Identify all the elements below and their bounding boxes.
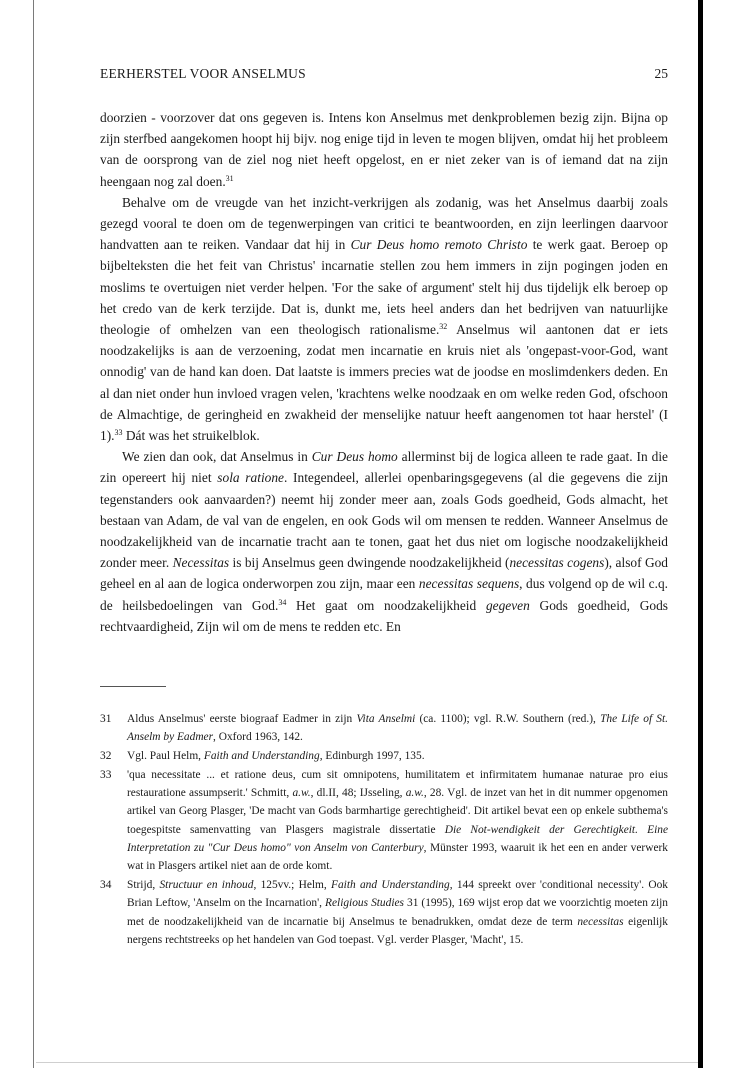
page-header (100, 66, 668, 86)
text-run: Dát was het struikelblok. (122, 428, 260, 444)
footnote (100, 876, 668, 949)
italic-text: Faith and Understanding (331, 879, 450, 892)
text-run: eigenlijk nergens rechtstreeks op het handelen van God toepast. Vgl. verder Plasger, 'Macht', 15. (127, 915, 668, 947)
paragraph (100, 446, 668, 637)
text-run: Het gaat om noodzakelijkheid (286, 597, 486, 613)
text-run: 31 (1995), 169 wijst erop dat we voorzichtig moeten zijn met de noodzakelijkheid van de incarnatie bij Anselmus te benadrukken, omdat deze de term (127, 897, 668, 928)
page-number: 25 (654, 66, 668, 81)
text-run: Vgl. Paul Helm, (127, 750, 204, 763)
italic-text: Religious Studies (325, 897, 404, 910)
paragraph (100, 192, 668, 446)
italic-text: Cur Deus homo (311, 449, 398, 465)
footnote-number: 32 (100, 750, 112, 763)
text-run: , Münster 1993, waaruit ik het een en ander verwerk wat in Plasgers artikel niet aan de orde komt. (127, 842, 668, 873)
text-run: Behalve om de vreugde van het inzicht-verkrijgen als zodanig, was het Anselmus daarbij zoals gezegd vooral te doen om de tegenwerpingen van critici te beantwoorden, en zijn leerlingen daarvoor handvatten aan te reiken. Vandaar dat hij in (100, 194, 668, 253)
text-run: . Integendeel, allerlei openbaringsgegevens (al die gegevens die zijn tegenstanders ook aanvaarden?) neemt hij zonder meer aan, zoals Gods goedheid, Gods almacht, het bestaan van Adam, de val van de engelen, en ook Gods wil om mensen te redden. Wanneer Anselmus de noodzakelijkheid van de incarnatie tracht aan te tonen, gaat het dus niet om logische noodzakelijkheid zonder meer. (100, 470, 669, 571)
italic-text: Die Not-wendigkeit der Gerechtigkeit. Eine Interpretation zu "Cur Deus homo" von Anselm von Canterbury (127, 823, 669, 855)
italic-text: necessitas sequens (418, 576, 520, 592)
text-run: , Edinburgh 1997, 135. (319, 750, 425, 763)
text-run: Gods goedheid, Gods rechtvaardigheid, Zijn wil om de mens te redden etc. En (100, 597, 668, 634)
text-run: is bij Anselmus geen dwingende noodzakelijkheid ( (229, 555, 510, 571)
footnote-number: 31 (100, 713, 112, 725)
text-run: , 28. Vgl. de inzet van het in dit nummer opgenomen artikel van Georg Plasger, 'De macht van Gods barmhartige gerechtigheid'. Dit artikel bevat een op enkele subthema's toegespitste samenvatting van Plasgers magistrale dissertatie (127, 787, 669, 836)
text-run: We zien dan ook, dat Anselmus in (122, 449, 312, 465)
page-left-edge (33, 0, 34, 1068)
italic-text: Necessitas (172, 555, 230, 571)
footnote-ref: 32 (439, 322, 448, 332)
text-run: te werk gaat. Beroep op bijbelteksten die het feit van Christus' incarnatie stellen zou hem immers in zijn pogingen joden en moslims te overtuigen niet verder helpen. 'For the sake of argument' stelt hij dus tijdelijk elk beroep op het credo van de kerk terzijde. Dat is, dunkt me, iets heel anders dan het bedrijven van natuurlijke theologie of omhelzen van een theologisch rationalisme. (100, 237, 668, 338)
page-right-edge (698, 0, 703, 1068)
italic-text: sola ratione (217, 470, 284, 486)
footnotes (100, 710, 668, 950)
footnote-text (127, 879, 668, 946)
text-run: Aldus Anselmus' eerste biograaf Eadmer in zijn (127, 713, 357, 725)
text-run: , 125vv.; Helm, (253, 879, 332, 892)
footnote-rule (100, 686, 166, 687)
italic-text: a.w. (292, 787, 311, 800)
footnote-text (127, 769, 668, 872)
text-run: , 144 spreekt over 'conditional necessity'. Ook Brian Leftow, 'Anselm on the Incarnation', (127, 879, 669, 910)
italic-text: a.w. (405, 787, 424, 800)
italic-text: Faith and Understanding (203, 750, 320, 763)
footnote-ref: 31 (225, 173, 234, 183)
italic-text: gegeven (485, 597, 530, 613)
italic-text: necessitas cogens (509, 555, 605, 571)
text-run: , Oxford 1963, 142. (213, 731, 303, 744)
text-run: allerminst bij de logica alleen te rade gaat. In die zin opereert hij niet (100, 449, 669, 486)
running-head: EERHERSTEL VOOR ANSELMUS (100, 66, 306, 81)
footnote (100, 766, 668, 876)
footnote-ref: 33 (114, 428, 123, 438)
text-run: Anselmus wil aantonen dat er iets noodzakelijks is aan de verzoening, zodat men incarnatie en kruis niet als 'ongepast-voor-God, want onnodig' van de hand kan doen. Dat laatste is immers precies wat de joodse en moslimdenkers deden. En al dan niet onder hun invloed vragen velen, 'krachtens welke noodzaak en om welke reden God, ofschoon de Almachtige, de geringheid en zwakheid der menselijke natuur heeft aangenomen tot haar herstel' (I 1). (100, 322, 668, 444)
text-run: (ca. 1100); vgl. R.W. Southern (red.), (415, 713, 601, 725)
footnote (100, 747, 668, 765)
text-run: Strijd, (127, 879, 160, 892)
italic-text: Vita Anselmi (356, 713, 416, 725)
italic-text: Structuur en inhoud (159, 879, 254, 892)
italic-text: The Life of St. Anselm by Eadmer (127, 713, 669, 744)
page-bottom-edge (36, 1062, 698, 1063)
text-run: ), alsof God geheel en al aan de logica onderworpen zou zijn, maar een (100, 555, 669, 592)
italic-text: necessitas (577, 915, 624, 928)
footnote-ref: 34 (278, 597, 287, 607)
footnote-text (127, 713, 668, 743)
italic-text: Cur Deus homo remoto Christo (350, 237, 528, 253)
text-run: , dus volgend op de wil c.q. de heilsbedoelingen van God. (100, 576, 668, 613)
footnote-number: 34 (100, 879, 112, 892)
footnote-number: 33 (100, 768, 112, 781)
footnote (100, 710, 668, 747)
paragraph (100, 107, 668, 192)
text-run: doorzien - voorzover dat ons gegeven is. Intens kon Anselmus met denkproblemen bezig zijn. Bijna op zijn sterfbed aangekomen hoopt hij bijv. nog enige tijd in leven te mogen blijven, omdat hij het probleem van de oorsprong van de ziel nog niet heeft opgelost, en er niet zeker van is of iemand dat na zijn heengaan nog zal doen. (100, 110, 668, 189)
body-text (100, 107, 668, 637)
text-run: 'qua necessitate ... et ratione deus, cum sit omnipotens, humilitatem et infirmitatem humanae naturae pro eius restauratione assumpserit.' Schmitt, (127, 768, 668, 800)
text-run: , dl.II, 48; IJsseling, (310, 787, 406, 800)
footnote-text (127, 750, 425, 762)
